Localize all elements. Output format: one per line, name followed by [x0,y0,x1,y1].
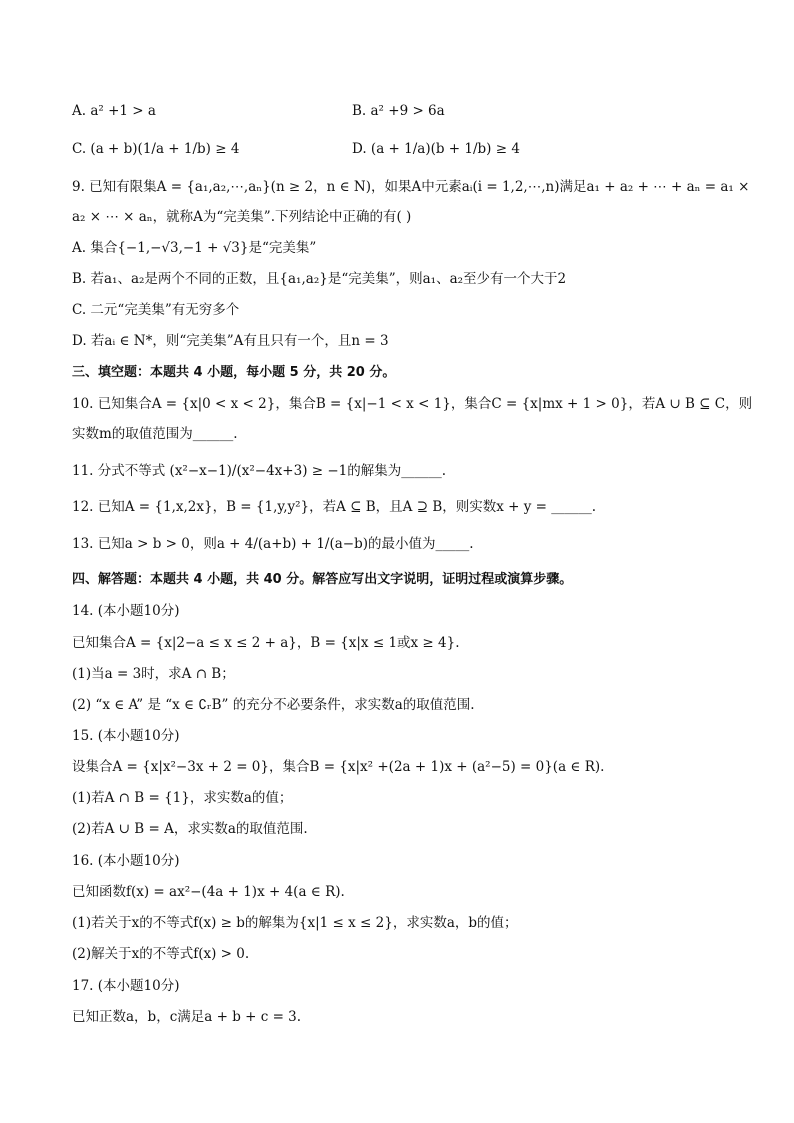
q9-option-c: C. 二元“完美集”有无穷多个 [72,302,240,318]
q10-line-2: 实数m的取值范围为______. [72,426,238,442]
q8-option-d: D. (a + 1/a)(b + 1/b) ≥ 4 [352,141,520,157]
q16-part-2: (2)解关于x的不等式f(x) > 0. [72,946,250,962]
q8-option-c: C. (a + b)(1/a + 1/b) ≥ 4 [72,141,240,157]
q9-option-b: B. 若a₁、a₂是两个不同的正数，且{a₁,a₂}是“完美集”，则a₁、a₂至少有一个大于2 [72,271,567,287]
q17-stem: 已知正数a，b，c满足a + b + c = 3. [72,1009,302,1025]
q8-option-b: B. a² +9 > 6a [352,103,445,119]
q14-header: 14. (本小题10分) [72,603,180,619]
q16-part-1: (1)若关于x的不等式f(x) ≥ b的解集为{x|1 ≤ x ≤ 2}，求实数a，b的值； [72,915,518,931]
q14-part-1: (1)当a = 3时，求A ∩ B； [72,666,235,682]
q15-part-1: (1)若A ∩ B = {1}，求实数a的值； [72,790,293,806]
q15-header: 15. (本小题10分) [72,728,180,744]
section-4-heading: 四、解答题：本题共 4 小题，共 40 分。解答应写出文字说明，证明过程或演算步骤。 [72,572,573,587]
q16-stem: 已知函数f(x) = ax²−(4a + 1)x + 4(a ∈ R). [72,884,345,900]
q9-option-a: A. 集合{−1,−√3,−1 + √3}是“完美集” [72,240,317,256]
q15-part-2: (2)若A ∪ B = A，求实数a的取值范围. [72,821,308,837]
q9-stem-line-2: a₂ × ⋯ × aₙ，就称A为“完美集”.下列结论中正确的有( ) [72,209,412,225]
q11: 11. 分式不等式 (x²−x−1)/(x²−4x+3) ≥ −1的解集为______. [72,463,447,479]
q10-line-1: 10. 已知集合A = {x|0 < x < 2}，集合B = {x|−1 < x < 1}，集合C = {x|mx + 1 > 0}，若A ∪ B ⊆ C，则 [72,396,753,412]
q17-header: 17. (本小题10分) [72,978,180,994]
q9-option-d: D. 若aᵢ ∈ N*，则“完美集”A有且只有一个，且n = 3 [72,333,389,349]
section-3-heading: 三、填空题：本题共 4 小题，每小题 5 分，共 20 分。 [72,365,396,380]
q15-stem: 设集合A = {x|x²−3x + 2 = 0}，集合B = {x|x² +(2a + 1)x + (a²−5) = 0}(a ∈ R). [72,759,605,775]
q14-stem: 已知集合A = {x|2−a ≤ x ≤ 2 + a}，B = {x|x ≤ 1或x ≥ 4}. [72,635,460,651]
q13: 13. 已知a > b > 0，则a + 4/(a+b) + 1/(a−b)的最小值为_____. [72,536,474,552]
q14-part-2: (2) “x ∈ A” 是 “x ∈ ∁ᵣB” 的充分不必要条件，求实数a的取值范围. [72,697,475,713]
q12: 12. 已知A = {1,x,2x}，B = {1,y,y²}，若A ⊆ B，且A ⊇ B，则实数x + y = ______. [72,499,597,515]
q9-stem-line-1: 9. 已知有限集A = {a₁,a₂,⋯,aₙ}(n ≥ 2，n ∈ N)，如果A中元素aᵢ(i = 1,2,⋯,n)满足a₁ + a₂ + ⋯ + aₙ = a₁ × [72,179,750,195]
q16-header: 16. (本小题10分) [72,853,180,869]
q8-option-a: A. a² +1 > a [72,103,156,119]
